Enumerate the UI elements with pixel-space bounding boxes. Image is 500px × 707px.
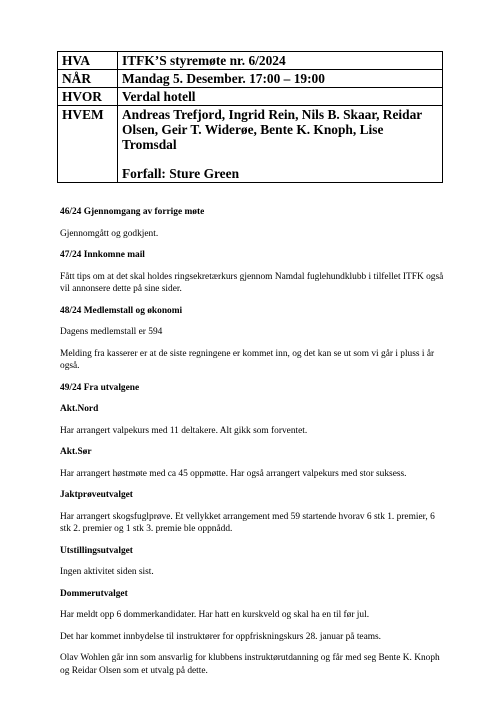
section-heading: Akt.Sør [60,447,92,457]
section-heading: 46/24 Gjennomgang av forrige møte [60,207,205,217]
paragraph: Olav Wohlen går inn som ansvarlig for klubbens instruktørutdanning og får med seg Bente K. Knoph og Reidar Olsen som et utvalg på dette. [60,653,440,676]
info-row-hvem [58,106,443,183]
paragraph: Ingen aktivitet siden sist. [60,567,154,577]
section-heading: Dommerutvalget [60,588,128,599]
section-heading: 47/24 Innkomne mail [60,250,145,260]
section-heading: 49/24 Fra utvalgene [60,382,140,393]
paragraph: Har arrangert skogsfuglprøve. Et vellykket arrangement med 59 startende hvorav 6 stk 1. premier, 6 stk 2. premier og 1 stk 3. premie ble oppnådd. [60,511,435,534]
section-heading: Jaktprøveutvalget [60,490,133,500]
paragraph: Har arrangert høstmøte med ca 45 oppmøtte. Har også arrangert valpekurs med stor suksess. [60,468,407,479]
attendees-cell [118,106,443,183]
info-row-nar [58,70,443,88]
paragraph: Melding fra kasserer er at de siste regningene er kommet inn, og det kan se ut som vi går i pluss i år også. [60,348,435,371]
info-row-hvor [58,88,443,106]
paragraph: Det har kommet innbydelse til instruktører for oppfriskningskurs 28. januar på teams. [60,631,382,642]
absent-list: Forfall: Sture Green [122,166,240,181]
info-value: Mandag 5. Desember. 17:00 – 19:00 [118,70,443,88]
info-key: NÅR [58,70,118,88]
meeting-info-table [57,51,443,183]
section-heading: Utstillingsutvalget [60,545,133,556]
info-key: HVA [58,52,118,70]
attendees-list: Andreas Trefjord, Ingrid Rein, Nils B. Skaar, Reidar Olsen, Geir T. Widerøe, Bente K. Knoph, Lise Tromsdal [122,107,422,152]
info-row-hva [58,52,443,70]
info-value: Verdal hotell [118,88,443,106]
paragraph: Dagens medlemstall er 594 [60,327,163,337]
paragraph: Gjennomgått og godkjent. [60,228,159,239]
minutes-body [60,206,445,686]
paragraph: Har arrangert valpekurs med 11 deltakere. Alt gikk som forventet. [60,425,308,436]
info-key: HVEM [58,106,118,183]
section-heading: 48/24 Medlemstall og økonomi [60,305,183,316]
section-heading: Akt.Nord [60,404,99,414]
paragraph: Har meldt opp 6 dommerkandidater. Har hatt en kurskveld og skal ha en til før jul. [60,610,370,620]
paragraph: Fått tips om at det skal holdes ringsekretærkurs gjennom Namdal fuglehundklubb i tilfellet ITFK også vil annonsere dette på sine sider. [60,271,444,294]
info-value: ITFK’S styremøte nr. 6/2024 [118,52,443,70]
info-key: HVOR [58,88,118,106]
